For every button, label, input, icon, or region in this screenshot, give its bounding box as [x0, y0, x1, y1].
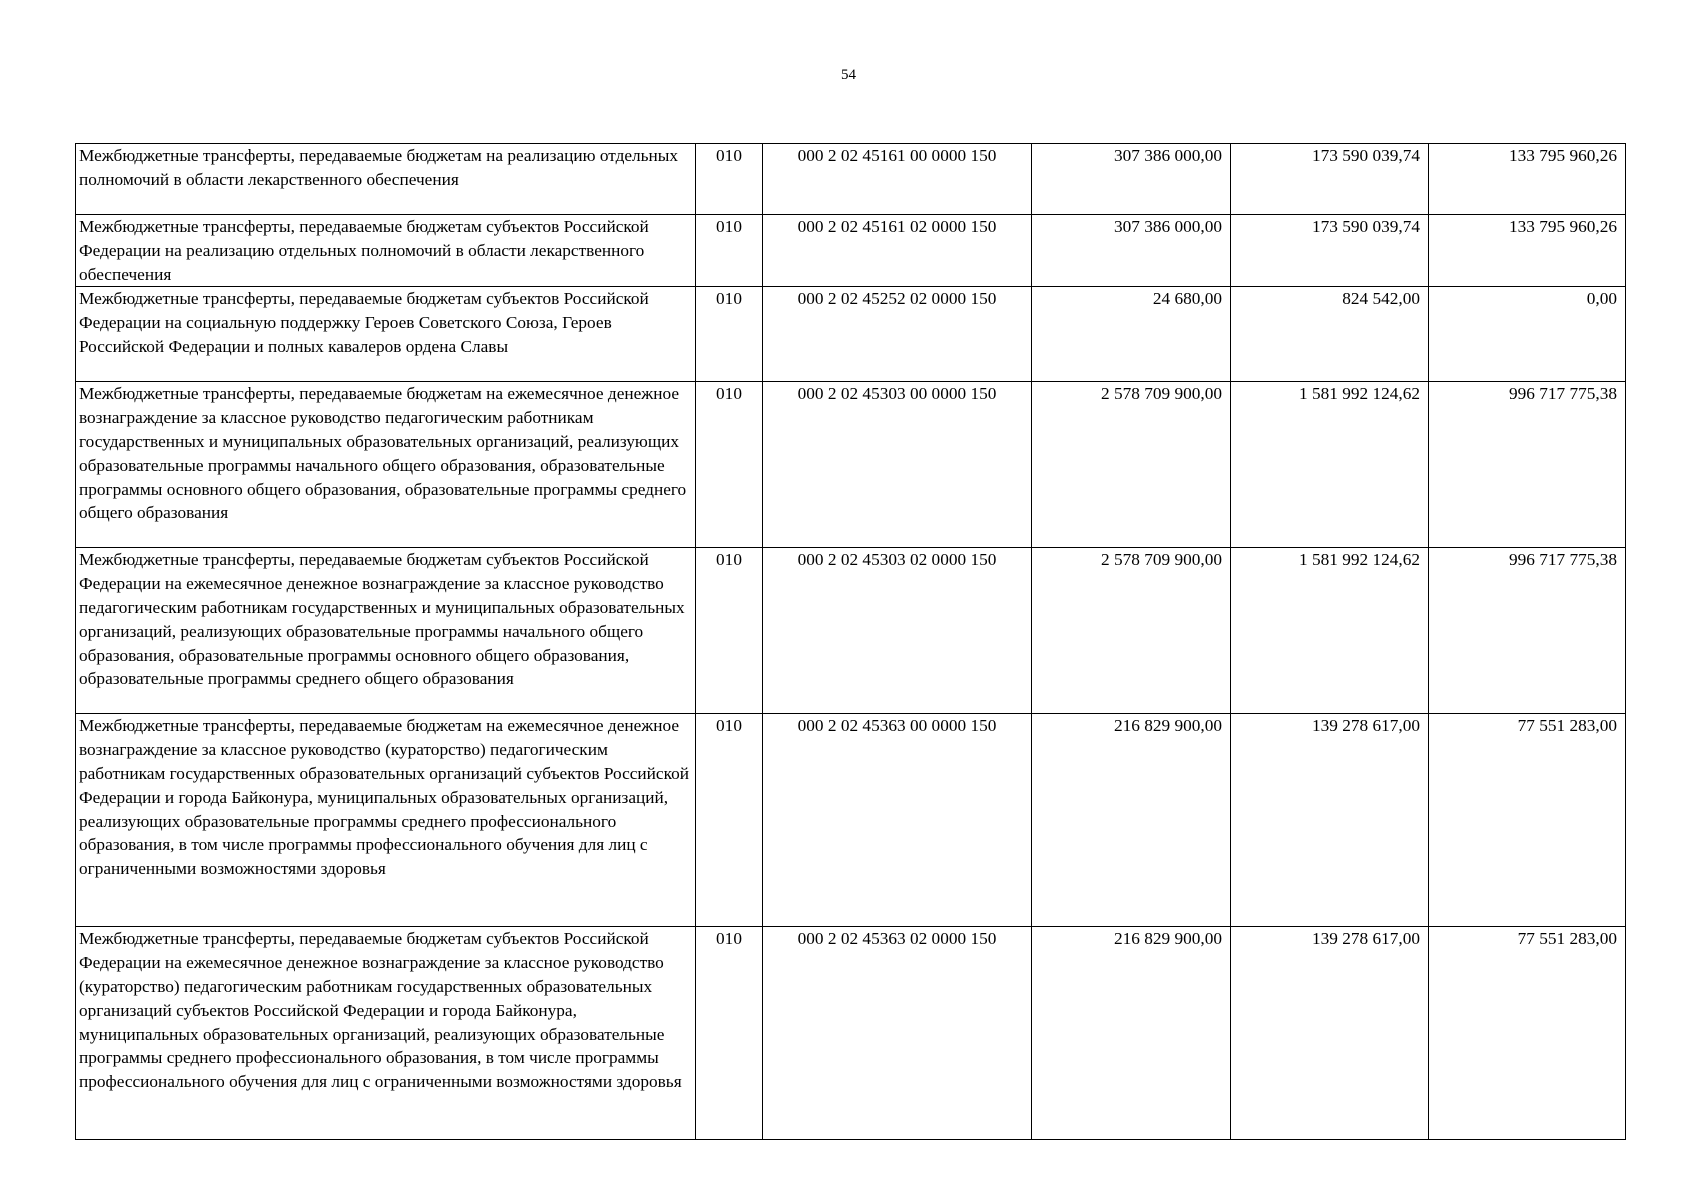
row-description: Межбюджетные трансферты, передаваемые бюджетам на ежемесячное денежное вознаграждение за классное руководство педагогическим работникам государственных и муниципальных образовательных организаций, реализующих образовательные программы начального общего образования, образовательные программы основного общего образования, образовательные программы среднего общего образования — [76, 382, 696, 548]
row-executed: 1 581 992 124,62 — [1231, 548, 1429, 714]
row-executed: 824 542,00 — [1231, 287, 1429, 382]
row-executed: 139 278 617,00 — [1231, 714, 1429, 927]
row-description: Межбюджетные трансферты, передаваемые бюджетам на реализацию отдельных полномочий в области лекарственного обеспечения — [76, 144, 696, 215]
row-approved: 24 680,00 — [1032, 287, 1231, 382]
table-row — [76, 927, 1626, 1140]
row-remaining: 996 717 775,38 — [1429, 382, 1626, 548]
budget-table — [75, 143, 1626, 1140]
row-admin-code: 010 — [696, 927, 763, 1140]
row-approved: 216 829 900,00 — [1032, 927, 1231, 1140]
table-row — [76, 382, 1626, 548]
table-row — [76, 287, 1626, 382]
row-approved: 2 578 709 900,00 — [1032, 382, 1231, 548]
row-executed: 1 581 992 124,62 — [1231, 382, 1429, 548]
row-admin-code: 010 — [696, 714, 763, 927]
row-approved: 216 829 900,00 — [1032, 714, 1231, 927]
row-budget-code: 000 2 02 45303 00 0000 150 — [763, 382, 1032, 548]
row-approved: 2 578 709 900,00 — [1032, 548, 1231, 714]
row-remaining: 133 795 960,26 — [1429, 144, 1626, 215]
row-budget-code: 000 2 02 45252 02 0000 150 — [763, 287, 1032, 382]
row-remaining: 996 717 775,38 — [1429, 548, 1626, 714]
row-executed: 139 278 617,00 — [1231, 927, 1429, 1140]
row-description: Межбюджетные трансферты, передаваемые бюджетам на ежемесячное денежное вознаграждение за классное руководство (кураторство) педагогическим работникам государственных образовательных организаций субъектов Российской Федерации и города Байконура, муниципальных образовательных организаций, реализующих образовательные программы среднего профессионального образования, в том числе программы профессионального обучения для лиц с ограниченными возможностями здоровья — [76, 714, 696, 927]
row-budget-code: 000 2 02 45161 02 0000 150 — [763, 215, 1032, 287]
row-executed: 173 590 039,74 — [1231, 215, 1429, 287]
row-budget-code: 000 2 02 45161 00 0000 150 — [763, 144, 1032, 215]
row-budget-code: 000 2 02 45363 00 0000 150 — [763, 714, 1032, 927]
table-row — [76, 144, 1626, 215]
row-admin-code: 010 — [696, 548, 763, 714]
row-executed: 173 590 039,74 — [1231, 144, 1429, 215]
row-approved: 307 386 000,00 — [1032, 144, 1231, 215]
table-row — [76, 548, 1626, 714]
row-description: Межбюджетные трансферты, передаваемые бюджетам субъектов Российской Федерации на ежемесячное денежное вознаграждение за классное руководство педагогическим работникам государственных и муниципальных образовательных организаций, реализующих образовательные программы начального общего образования, образовательные программы основного общего образования, образовательные программы среднего общего образования — [76, 548, 696, 714]
table-row — [76, 714, 1626, 927]
row-remaining: 133 795 960,26 — [1429, 215, 1626, 287]
row-admin-code: 010 — [696, 215, 763, 287]
row-description: Межбюджетные трансферты, передаваемые бюджетам субъектов Российской Федерации на социальную поддержку Героев Советского Союза, Героев Российской Федерации и полных кавалеров ордена Славы — [76, 287, 696, 382]
row-admin-code: 010 — [696, 144, 763, 215]
table-row — [76, 215, 1626, 287]
row-description: Межбюджетные трансферты, передаваемые бюджетам субъектов Российской Федерации на ежемесячное денежное вознаграждение за классное руководство (кураторство) педагогическим работникам государственных образовательных организаций субъектов Российской Федерации и города Байконура, муниципальных образовательных организаций, реализующих образовательные программы среднего профессионального образования, в том числе программы профессионального обучения для лиц с ограниченными возможностями здоровья — [76, 927, 696, 1140]
row-budget-code: 000 2 02 45303 02 0000 150 — [763, 548, 1032, 714]
row-remaining: 77 551 283,00 — [1429, 714, 1626, 927]
row-remaining: 77 551 283,00 — [1429, 927, 1626, 1140]
row-budget-code: 000 2 02 45363 02 0000 150 — [763, 927, 1032, 1140]
page-number: 54 — [841, 67, 856, 83]
row-admin-code: 010 — [696, 287, 763, 382]
row-admin-code: 010 — [696, 382, 763, 548]
row-description: Межбюджетные трансферты, передаваемые бюджетам субъектов Российской Федерации на реализацию отдельных полномочий в области лекарственного обеспечения — [76, 215, 696, 287]
row-approved: 307 386 000,00 — [1032, 215, 1231, 287]
row-remaining: 0,00 — [1429, 287, 1626, 382]
